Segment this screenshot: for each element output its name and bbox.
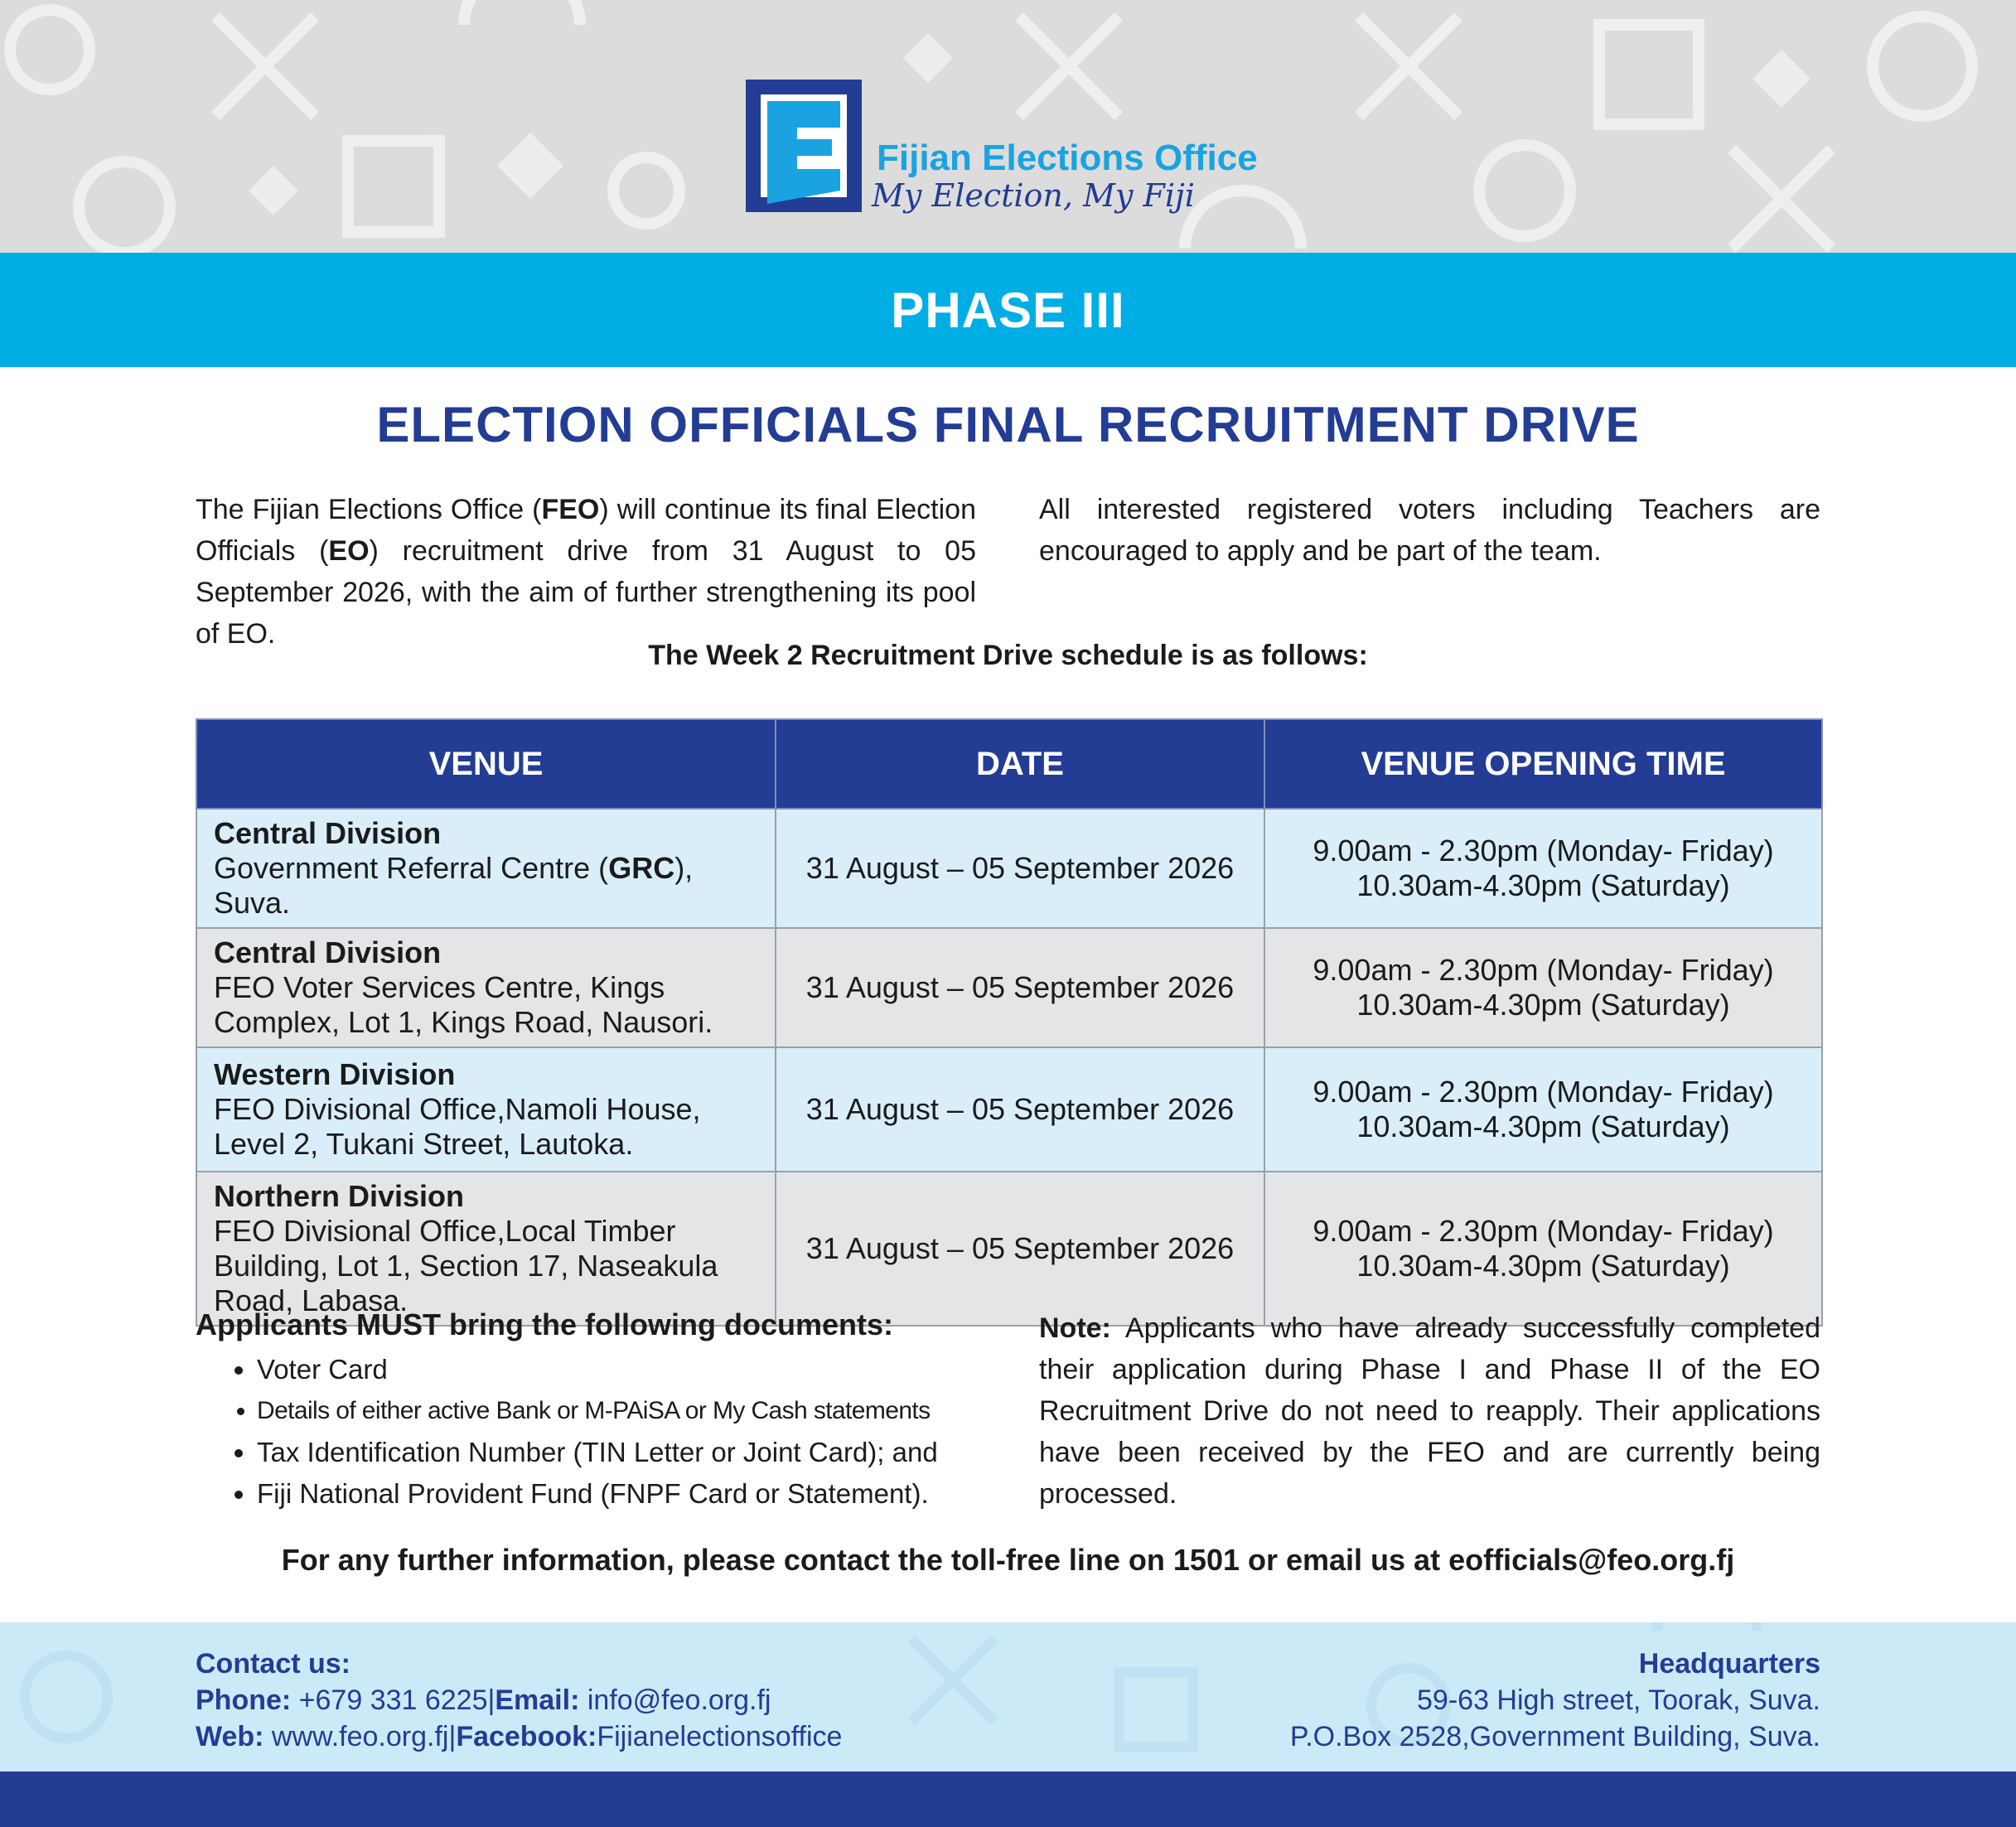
footer-contact: [196, 1646, 842, 1755]
venue-address: FEO Voter Services Centre, Kings Complex, Lot 1, Kings Road, Nausori.: [214, 970, 713, 1039]
intro-left-paragraph: [196, 489, 976, 655]
separator: |: [487, 1684, 496, 1716]
time-saturday: 10.30am-4.30pm (Saturday): [1356, 1109, 1730, 1143]
venue-cell: [196, 1172, 776, 1326]
table-row: [196, 928, 1822, 1047]
header-date: DATE: [776, 719, 1264, 809]
list-item: • Fiji National Provident Fund (FNPF Card or Statement).: [257, 1473, 1008, 1515]
time-weekday: 9.00am - 2.30pm (Monday- Friday): [1313, 834, 1774, 868]
web-label: Web:: [196, 1721, 264, 1752]
intro-bold-eo: EO: [328, 535, 370, 567]
header-venue: VENUE: [196, 719, 776, 809]
venue-division: Northern Division: [214, 1179, 465, 1213]
bottom-bar: [0, 1771, 2016, 1827]
intro-right-paragraph: All interested registered voters including Teachers are encouraged to apply and be part of the team.: [1039, 494, 1820, 567]
venue-division: Central Division: [214, 935, 442, 969]
venue-cell: [196, 928, 776, 1047]
time-weekday: 9.00am - 2.30pm (Monday- Friday): [1313, 1214, 1774, 1248]
venue-address: [214, 851, 758, 921]
venue-division: Central Division: [214, 816, 442, 850]
phase-label: PHASE III: [891, 282, 1125, 338]
address-text: Government Referral Centre (: [214, 851, 609, 885]
feo-logo-mark-icon: [746, 80, 862, 212]
email-link[interactable]: info@feo.org.fj: [579, 1684, 771, 1716]
venue-division: Western Division: [214, 1057, 456, 1091]
time-saturday: 10.30am-4.30pm (Saturday): [1356, 1249, 1730, 1283]
date-cell: 31 August – 05 September 2026: [776, 1172, 1264, 1326]
hq-address-line: P.O.Box 2528,Government Building, Suva.: [1289, 1721, 1820, 1752]
time-saturday: 10.30am-4.30pm (Saturday): [1356, 988, 1730, 1022]
note-paragraph: [1039, 1307, 1820, 1515]
schedule-table: [196, 718, 1823, 1327]
time-cell: [1264, 928, 1822, 1047]
list-item: • Details of either active Bank or M-PAiSA or My Cash statements: [257, 1390, 1008, 1432]
facebook-label: Facebook:: [456, 1721, 597, 1752]
brand-tagline: My Election, My Fiji: [872, 177, 1195, 214]
date-cell: 31 August – 05 September 2026: [776, 1047, 1264, 1172]
separator: |: [448, 1721, 457, 1752]
address-text: ), Suva.: [214, 851, 694, 920]
phone-value: +679 331 6225: [291, 1684, 488, 1716]
list-item: • Tax Identification Number (TIN Letter or Joint Card); and: [257, 1432, 1008, 1473]
intro-bold-feo: FEO: [541, 494, 600, 525]
contact-line: For any further information, please contact the toll-free line on 1501 or email us at eofficials@feo.org.fj: [281, 1543, 1735, 1577]
venue-cell: [196, 1047, 776, 1172]
phone-label: Phone:: [196, 1684, 292, 1716]
email-label: Email:: [495, 1684, 580, 1716]
footer: [0, 1622, 2016, 1771]
table-row: [196, 1047, 1822, 1172]
documents-list: [196, 1349, 1008, 1515]
schedule-intro: The Week 2 Recruitment Drive schedule is as follows:: [648, 640, 1368, 671]
note-text: Applicants who have already successfully completed their application during Phase I and Phase II of the EO Recruitment Drive do not need to reapply. Their applications have been received by the FEO and are currently being processed.: [1039, 1312, 1820, 1510]
required-documents: [196, 1307, 1008, 1515]
time-cell: [1264, 809, 1822, 928]
facebook-link[interactable]: Fijianelectionsoffice: [597, 1721, 843, 1752]
web-link[interactable]: www.feo.org.fj: [263, 1721, 449, 1752]
venue-address: FEO Divisional Office,Namoli House, Level 2, Tukani Street, Lautoka.: [214, 1092, 701, 1161]
feo-logo: [746, 80, 1276, 220]
table-header-row: [196, 719, 1822, 809]
date-cell: 31 August – 05 September 2026: [776, 809, 1264, 928]
note-label: Note:: [1039, 1312, 1111, 1344]
footer-headquarters: [1290, 1646, 1820, 1755]
venue-address: FEO Divisional Office,Local Timber Building, Lot 1, Section 17, Naseakula Road, Labasa.: [214, 1214, 718, 1317]
hq-heading: Headquarters: [1638, 1648, 1820, 1680]
intro-text: The Fijian Elections Office (: [196, 494, 542, 525]
hq-address-line: 59-63 High street, Toorak, Suva.: [1417, 1684, 1820, 1716]
time-weekday: 9.00am - 2.30pm (Monday- Friday): [1313, 953, 1774, 987]
time-weekday: 9.00am - 2.30pm (Monday- Friday): [1313, 1075, 1774, 1109]
phase-band: [0, 253, 2016, 367]
contact-heading: Contact us:: [196, 1648, 351, 1680]
documents-heading: Applicants MUST bring the following documents:: [196, 1307, 893, 1341]
intro-text: ) will continue its final Election Officials (: [196, 494, 976, 567]
time-cell: [1264, 1047, 1822, 1172]
address-bold: GRC: [608, 851, 675, 885]
header-opening-time: VENUE OPENING TIME: [1264, 719, 1822, 809]
date-cell: 31 August – 05 September 2026: [776, 928, 1264, 1047]
table-row: [196, 809, 1822, 928]
brand-name: Fijian Elections Office: [877, 138, 1258, 178]
time-saturday: 10.30am-4.30pm (Saturday): [1356, 868, 1730, 902]
list-item: • Voter Card: [257, 1349, 1008, 1390]
page-title: ELECTION OFFICIALS FINAL RECRUITMENT DRIVE: [376, 397, 1640, 452]
header-banner: [0, 0, 2016, 253]
intro-text: ) recruitment drive from 31 August to 05 September 2026, with the aim of further strengthening its pool of EO.: [196, 535, 976, 650]
table-row: [196, 1172, 1822, 1326]
venue-cell: [196, 809, 776, 928]
time-cell: [1264, 1172, 1822, 1326]
